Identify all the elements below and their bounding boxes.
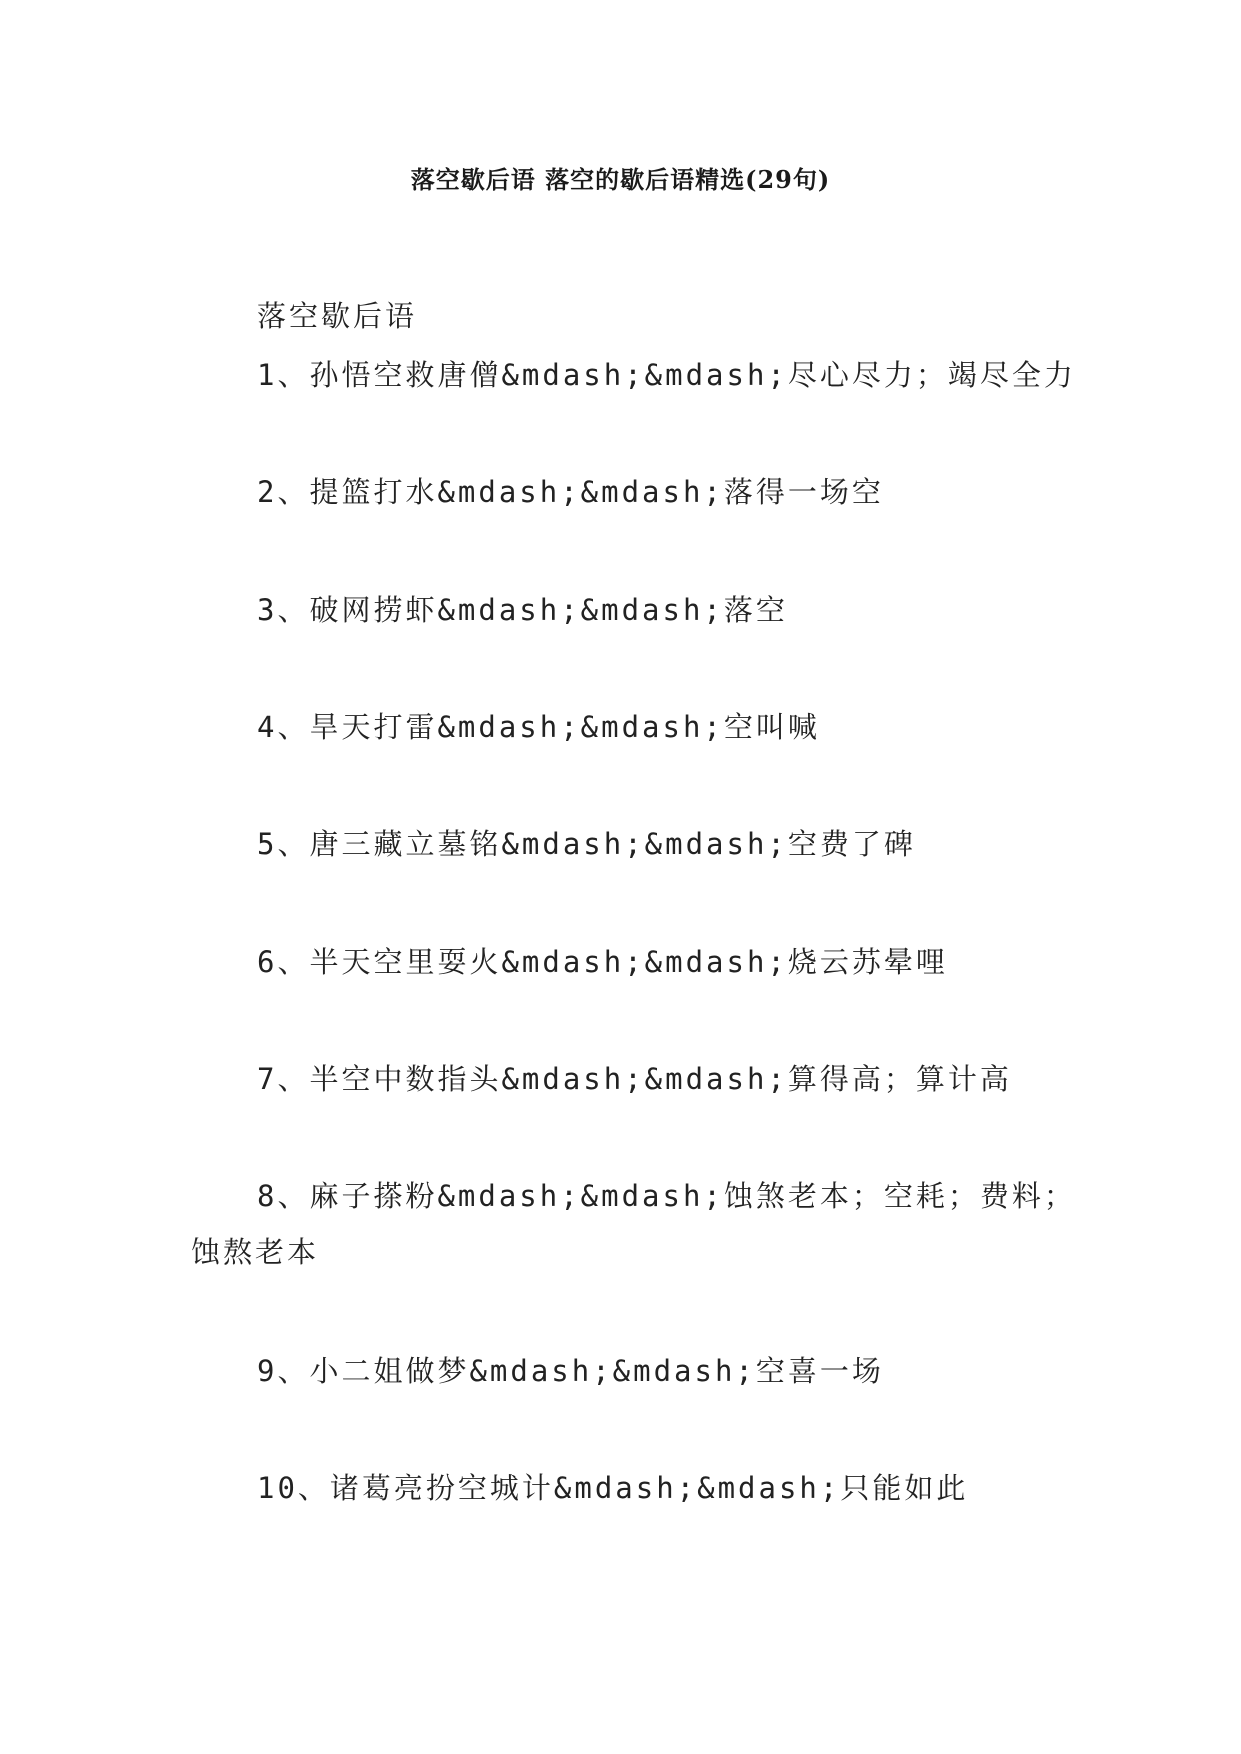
list-item: 6、半天空里耍火&mdash;&mdash;烧云苏晕哩	[257, 945, 948, 979]
list-item-continuation: 蚀熬老本	[191, 1235, 320, 1269]
list-item: 4、旱天打雷&mdash;&mdash;空叫喊	[257, 710, 820, 744]
list-item: 7、半空中数指头&mdash;&mdash;算得高；算计高	[257, 1062, 1012, 1096]
list-item: 1、孙悟空救唐僧&mdash;&mdash;尽心尽力；竭尽全力	[257, 358, 1076, 392]
list-item: 8、麻子搽粉&mdash;&mdash;蚀煞老本；空耗；费料；	[257, 1179, 1076, 1213]
list-item: 9、小二姐做梦&mdash;&mdash;空喜一场	[257, 1354, 884, 1388]
list-item: 10、诸葛亮扮空城计&mdash;&mdash;只能如此	[257, 1471, 969, 1505]
page-title: 落空歇后语 落空的歇后语精选(29句)	[410, 165, 831, 194]
list-item: 2、提篮打水&mdash;&mdash;落得一场空	[257, 475, 884, 509]
list-item: 3、破网捞虾&mdash;&mdash;落空	[257, 593, 788, 627]
section-heading: 落空歇后语	[257, 299, 418, 333]
list-item: 5、唐三藏立墓铭&mdash;&mdash;空费了碑	[257, 827, 916, 861]
